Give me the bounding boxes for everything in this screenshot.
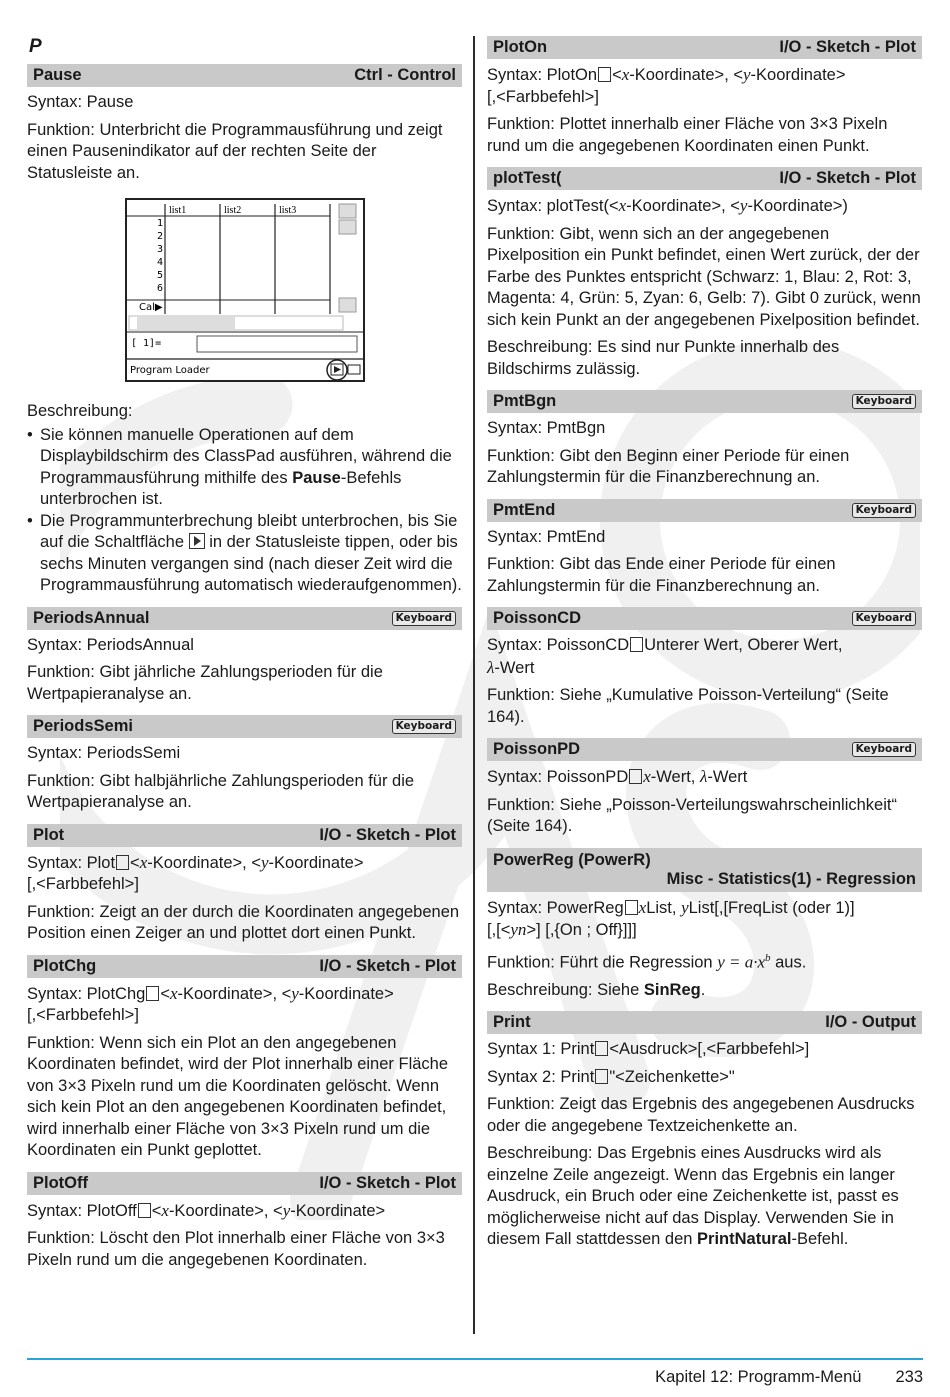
entry-header — [27, 955, 462, 978]
funktion: Funktion: Gibt den Beginn einer Periode für einen Zahlungstermin für die Finanzberechnung an. — [487, 446, 850, 486]
funktion: Funktion: Zeigt das Ergebnis des angegebenen Ausdrucks oder die angegebene Textzeichenkette an. — [487, 1095, 915, 1135]
entry-header — [487, 1011, 922, 1034]
section-letter: P — [29, 36, 42, 57]
funktion: Funktion: Gibt das Ende einer Periode für einen Zahlungstermin für die Finanzberechnung an. — [487, 555, 836, 595]
classpad-screenshot — [125, 198, 365, 382]
entry-ploton — [487, 36, 922, 157]
entry-print — [487, 1011, 922, 1251]
syntax: Syntax: PmtEnd — [487, 527, 606, 546]
screen-input-box — [197, 336, 357, 352]
funktion: Funktion: Gibt halbjährliche Zahlungsperioden für die Wertpapieranalyse an. — [27, 771, 415, 811]
funktion: Funktion: Siehe „Poisson-Verteilungswahrscheinlichkeit“ (Seite 164). — [487, 795, 897, 835]
beschreibung-list — [27, 425, 462, 597]
entry-header — [487, 499, 922, 522]
funktion: Funktion: Löscht den Plot innerhalb einer Fläche von 3×3 Pixeln rund um die angegebenen Koordinaten. — [27, 1229, 445, 1269]
entry-title: Pause — [33, 66, 82, 84]
entry-pmtend — [487, 499, 922, 598]
syntax: Syntax: PeriodsSemi — [27, 744, 181, 762]
beschreibung-label: Beschreibung: — [27, 402, 133, 420]
space-symbol-icon — [595, 1069, 608, 1084]
entry-title: PmtEnd — [493, 500, 556, 519]
column-divider — [473, 36, 475, 1334]
entry-periods-semi — [27, 715, 462, 814]
list-item: • Sie können manuelle Operationen auf dem Displaybildschirm des ClassPad ausführen, während die Programmausführung mithilfe des Pause-Befehls unterbrochen ist. — [40, 425, 462, 511]
screen-row-3: 3 — [157, 244, 164, 255]
space-symbol-icon — [146, 986, 159, 1001]
entry-title: Print — [493, 1013, 531, 1031]
entry-title: PlotChg — [33, 956, 97, 975]
funktion: Funktion: Gibt, wenn sich an der angegebenen Pixelposition ein Punkt befindet, einen Wert zurück, der der Farbe des Punktes entspricht (Schwarz: 1, Blau: 2, Rot: 3, Magenta: 4, Grün: 5, Zyan: 6, Gelb: 7). Gibt 0 zurück, wenn sich kein Punkt an der angegebenen Pixelposition befindet. — [487, 224, 921, 329]
entry-category: I/O - Sketch - Plot — [779, 38, 916, 56]
entry-category: I/O - Sketch - Plot — [319, 825, 456, 844]
entry-header — [487, 167, 922, 190]
beschreibung: Beschreibung: Es sind nur Punkte innerhalb des Bildschirms zulässig. — [487, 338, 840, 378]
entry-header — [27, 824, 462, 847]
entry-title: PlotOn — [493, 38, 548, 56]
screen-row-1: 1 — [157, 218, 164, 229]
funktion: Funktion: Gibt jährliche Zahlungsperioden für die Wertpapieranalyse an. — [27, 663, 383, 703]
entry-header — [487, 607, 922, 630]
beschreibung: Beschreibung: Das Ergebnis eines Ausdrucks wird als einzelne Zeile angezeigt. Wenn das Ergebnis ein langer Ausdruck, ein Bruch oder eine Zeichenkette ist, passt es möglicherweise nicht auf das Display. Verwenden Sie in diesem Fall stattdessen den PrintNatural-Befehl. — [487, 1144, 899, 1248]
entry-category: Ctrl - Control — [354, 66, 456, 84]
syntax: Syntax: PlotOff <x-Koordinate>, <y-Koordinate> — [27, 1200, 386, 1220]
entry-title: PowerReg (PowerR) — [493, 850, 651, 869]
funktion: Funktion: Wenn sich ein Plot an den angegebenen Koordinaten befindet, wird der Plot innerhalb einer Fläche von 3×3 Pixeln rund um die Koordinaten gelöscht. Wenn sich kein Plot an den angegebenen Koordinaten befindet, wird innerhalb einer Fläche von 3×3 Pixeln rund um die Koordinaten ein Punkt geplottet. — [27, 1033, 449, 1159]
play-button-icon — [189, 533, 205, 549]
entry-plotoff — [27, 1172, 462, 1272]
space-symbol-icon — [625, 900, 638, 915]
keyboard-badge: Keyboard — [392, 611, 456, 626]
syntax: Syntax: PoissonCD Unterer Wert, Oberer Wert, λ-Wert — [487, 636, 843, 677]
entry-header — [487, 390, 922, 413]
keyboard-badge: Keyboard — [852, 503, 916, 518]
syntax: Syntax: PowerReg xList, yList[,[FreqList (oder 1)] [,[<yn>] [,{On ; Off}]]] — [487, 897, 855, 939]
screen-row-5: 5 — [157, 270, 164, 281]
entry-header — [487, 36, 922, 59]
entry-title: PlotOff — [33, 1173, 88, 1192]
syntax-2: Syntax 2: Print "<Zeichenkette>" — [487, 1067, 735, 1086]
entry-title: Plot — [33, 825, 65, 844]
syntax: Syntax: Pause — [27, 93, 134, 111]
keyboard-badge: Keyboard — [852, 742, 916, 757]
syntax: Syntax: PlotOn <x-Koordinate>, <y-Koordinate> [,<Farbbefehl>] — [487, 65, 846, 106]
entry-periods-annual — [27, 607, 462, 706]
screen-col-1: list1 — [169, 205, 187, 216]
page-number: 233 — [895, 1368, 923, 1386]
syntax-1: Syntax 1: Print <Ausdruck>[,<Farbbefehl>] — [487, 1040, 810, 1058]
screen-input-label: [ 1]= — [131, 338, 162, 349]
space-symbol-icon — [595, 1041, 608, 1056]
screen-cal-label: Cal▶ — [139, 302, 163, 313]
entry-header — [27, 715, 462, 738]
entry-title: plotTest( — [493, 169, 562, 187]
entry-category: I/O - Sketch - Plot — [319, 956, 456, 975]
scroll-down-arrow — [339, 298, 356, 312]
syntax: Syntax: PlotChg <x-Koordinate>, <y-Koordinate> [,<Farbbefehl>] — [27, 983, 394, 1024]
left-column — [27, 36, 462, 1281]
space-symbol-icon — [598, 67, 611, 82]
entry-category: I/O - Sketch - Plot — [779, 169, 916, 187]
screen-row-6: 6 — [157, 283, 164, 294]
syntax: Syntax: PeriodsAnnual — [27, 635, 194, 654]
list-item: • Die Programmunterbrechung bleibt unterbrochen, bis Sie auf die Schaltfläche in der Statusleiste tippen, oder bis sechs Minuten vergangen sind (nach dieser Zeit wird die Programmausführung automatisch wiederaufgenommen). — [40, 511, 462, 597]
funktion: Funktion: Plottet innerhalb einer Fläche von 3×3 Pixeln rund um die angegebenen Koordinaten einen Punkt. — [487, 115, 888, 155]
screen-col-3: list3 — [279, 205, 297, 216]
scroll-up-arrow — [339, 204, 356, 218]
entry-poissoncd — [487, 607, 922, 728]
footer-line — [27, 1358, 923, 1360]
syntax: Syntax: Plot <x-Koordinate>, <y-Koordinate> [,<Farbbefehl>] — [27, 852, 364, 893]
screen-row-2: 2 — [157, 231, 164, 242]
funktion: Funktion: Führt die Regression $y = a\cdot x^b$ aus. — [487, 951, 807, 971]
entry-header — [487, 738, 922, 761]
entry-title: PoissonCD — [493, 609, 582, 627]
entry-powerreg — [487, 848, 922, 1002]
scroll-thumb — [339, 220, 356, 234]
syntax: Syntax: PmtBgn — [487, 419, 606, 437]
page-footer — [655, 1368, 923, 1387]
space-symbol-icon — [138, 1203, 151, 1218]
entry-header — [27, 64, 462, 87]
entry-pause — [27, 64, 462, 597]
funktion: Funktion: Unterbricht die Programmausführung und zeigt einen Pausenindikator auf der rechten Seite der Statusleiste an. — [27, 120, 443, 182]
keyboard-badge: Keyboard — [852, 611, 916, 626]
entry-plotchg — [27, 955, 462, 1162]
screen-row-4: 4 — [157, 257, 164, 268]
entry-category: I/O - Sketch - Plot — [319, 1173, 456, 1192]
space-symbol-icon — [116, 855, 129, 870]
funktion: Funktion: Siehe „Kumulative Poisson-Verteilung“ (Seite 164). — [487, 686, 889, 726]
entry-title: PeriodsSemi — [33, 717, 133, 735]
entry-title: PmtBgn — [493, 392, 557, 410]
space-symbol-icon — [629, 769, 642, 784]
entry-plot — [27, 824, 462, 945]
screen-col-2: list2 — [224, 205, 242, 216]
entry-header — [27, 1172, 462, 1195]
space-symbol-icon — [630, 637, 643, 652]
entry-plottest — [487, 167, 922, 380]
entry-pmtbgn — [487, 390, 922, 489]
keyboard-badge: Keyboard — [852, 394, 916, 409]
funktion: Funktion: Zeigt an der durch die Koordinaten angegebenen Position einen Zeiger an und plottet dort einen Punkt. — [27, 902, 460, 942]
entry-category: I/O - Output — [825, 1013, 916, 1031]
keyboard-badge: Keyboard — [392, 719, 456, 734]
entry-poissonpd — [487, 738, 922, 838]
screen-status-text: Program Loader — [130, 365, 210, 376]
syntax: Syntax: PoissonPD x-Wert, λ-Wert — [487, 767, 748, 786]
chapter-title: Kapitel 12: Programm-Menü — [655, 1368, 862, 1386]
entry-title: PoissonPD — [493, 740, 581, 758]
entry-header — [27, 607, 462, 630]
syntax: Syntax: plotTest(<x-Koordinate>, <y-Koordinate>) — [487, 196, 848, 215]
entry-category: Misc - Statistics(1) - Regression — [666, 869, 916, 888]
entry-title: PeriodsAnnual — [33, 608, 150, 627]
entry-header — [487, 848, 922, 892]
beschreibung: Beschreibung: Siehe SinReg. — [487, 980, 706, 999]
right-column — [487, 36, 922, 1261]
